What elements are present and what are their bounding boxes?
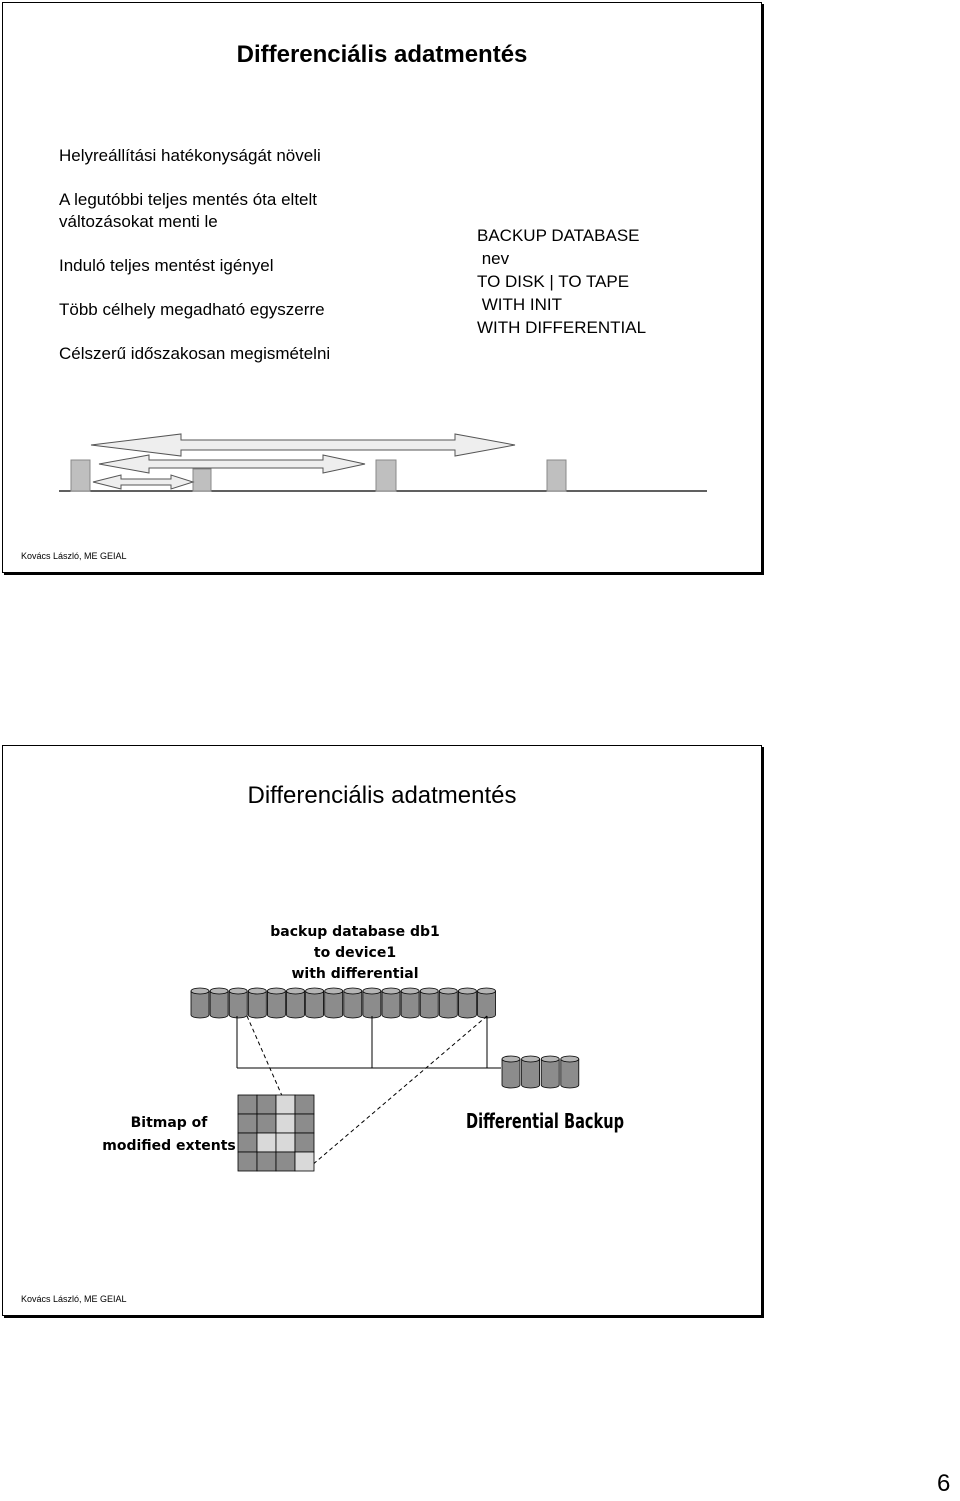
full-backup-marker	[376, 460, 396, 491]
bitmap-cell	[295, 1133, 314, 1152]
disk-cylinder-icon	[363, 988, 381, 1018]
disk-cylinder-icon	[478, 988, 496, 1018]
disk-cylinder-icon	[502, 1056, 520, 1088]
slide-footer: Kovács László, ME GEIAL	[21, 1294, 127, 1304]
bitmap-label: Bitmap of	[130, 1115, 208, 1131]
span-arrow-medium	[99, 455, 365, 473]
differential-backup-marker	[193, 469, 211, 491]
bullet-item: Helyreállítási hatékonyságát növeli	[59, 146, 321, 165]
span-arrow-short	[93, 475, 193, 489]
bitmap-cell	[276, 1133, 295, 1152]
page-number: 6	[937, 1470, 951, 1497]
slide-footer: Kovács László, ME GEIAL	[21, 551, 127, 561]
bitmap-cell	[238, 1114, 257, 1133]
disk-cylinder-icon	[248, 988, 266, 1018]
disk-cylinder-icon	[344, 988, 362, 1018]
code-line: nev	[477, 249, 510, 268]
bitmap-cell	[257, 1114, 276, 1133]
bitmap-cell	[257, 1152, 276, 1171]
differential-backup-diagram	[3, 746, 761, 1315]
disk-cylinder-icon	[439, 988, 457, 1018]
code-line: WITH INIT	[477, 295, 562, 314]
bitmap-grid	[238, 1095, 314, 1171]
disk-cylinder-icon	[267, 988, 285, 1018]
bullet-item: A legutóbbi teljes mentés óta eltelt változásokat menti le	[59, 190, 317, 231]
disk-cylinder-icon	[401, 988, 419, 1018]
disk-cylinder-icon	[522, 1056, 540, 1088]
bitmap-cell	[238, 1095, 257, 1114]
disk-cylinder-icon	[420, 988, 438, 1018]
slide-title: Differenciális adatmentés	[247, 782, 517, 809]
bullet-item: Több célhely megadható egyszerre	[59, 300, 325, 319]
disk-cylinder-icon	[541, 1056, 559, 1088]
slide-2	[2, 745, 762, 1316]
slide-1	[2, 2, 762, 573]
disk-cylinder-icon	[210, 988, 228, 1018]
bitmap-cell	[295, 1114, 314, 1133]
bitmap-cell	[257, 1133, 276, 1152]
differential-backup-disks	[502, 1056, 579, 1088]
bullet-item: Célszerű időszakosan megismételni	[59, 344, 331, 363]
bitmap-cell	[276, 1114, 295, 1133]
code-line: TO DISK | TO TAPE	[477, 272, 630, 291]
bitmap-cell	[295, 1152, 314, 1171]
disk-cylinder-icon	[561, 1056, 579, 1088]
disk-cylinder-icon	[325, 988, 343, 1018]
bitmap-cell	[257, 1095, 276, 1114]
backup-timeline-diagram	[3, 3, 761, 572]
database-extent-disks	[191, 988, 496, 1018]
disk-cylinder-icon	[306, 988, 324, 1018]
full-backup-marker	[71, 460, 90, 491]
bitmap-cell	[295, 1095, 314, 1114]
differential-backup-label: Differential Backup	[466, 1109, 624, 1133]
disk-cylinder-icon	[229, 988, 247, 1018]
command-line: with differential	[291, 966, 419, 982]
bitmap-label: modified extents	[102, 1138, 236, 1154]
code-line: BACKUP DATABASE	[477, 226, 640, 245]
code-line: WITH DIFFERENTIAL	[477, 318, 647, 337]
command-line: backup database db1	[270, 924, 440, 940]
bullet-item: Induló teljes mentést igényel	[59, 256, 274, 275]
bitmap-cell	[238, 1152, 257, 1171]
disk-cylinder-icon	[191, 988, 209, 1018]
slide-title: Differenciális adatmentés	[236, 41, 528, 68]
differential-backup-marker	[547, 460, 566, 491]
bitmap-cell	[276, 1152, 295, 1171]
bitmap-cell	[276, 1095, 295, 1114]
bitmap-cell	[238, 1133, 257, 1152]
extent-connectors	[237, 1016, 501, 1068]
disk-cylinder-icon	[458, 988, 476, 1018]
span-arrow-long	[91, 434, 515, 456]
disk-cylinder-icon	[382, 988, 400, 1018]
disk-cylinder-icon	[287, 988, 305, 1018]
command-line: to device1	[313, 945, 397, 961]
